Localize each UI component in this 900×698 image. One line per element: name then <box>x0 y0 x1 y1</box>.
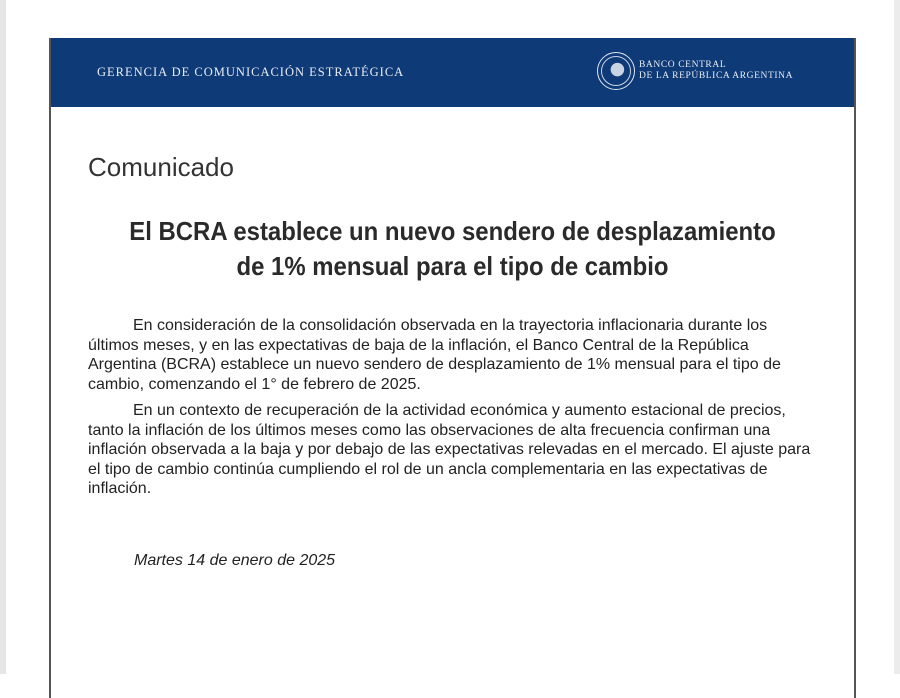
bank-name-line1: BANCO CENTRAL <box>639 60 727 70</box>
viewer-right-edge <box>894 0 900 674</box>
document-title <box>83 214 822 284</box>
bank-name <box>639 60 793 82</box>
department-name: GERENCIA DE COMUNICACIÓN ESTRATÉGICA <box>97 65 405 79</box>
document-kind: Comunicado <box>88 152 234 182</box>
paragraph: En consideración de la consolidación observada en la trayectoria inflacionaria durante los últimos meses, y en las expectativas de baja de la inflación, el Banco Central de la República Argentina (BCRA) establece un nuevo sendero de desplazamiento de 1% mensual para el tipo de cambio, comenzando el 1° de febrero de 2025. <box>88 317 781 393</box>
title-line: de 1% mensual para el tipo de cambio <box>236 251 669 281</box>
document-date: Martes 14 de enero de 2025 <box>134 552 336 569</box>
document-body <box>88 316 818 506</box>
bcra-logo <box>597 52 793 90</box>
letterhead <box>51 38 854 107</box>
bank-name-line2: DE LA REPÚBLICA ARGENTINA <box>639 71 794 81</box>
seal-icon <box>597 52 635 90</box>
title-line: El BCRA establece un nuevo sendero de desplazamiento <box>129 216 776 246</box>
paragraph: En un contexto de recuperación de la actividad económica y aumento estacional de precios, tanto la inflación de los últimos meses como las observaciones de alta frecuencia confirman una inflación observada a la baja y por debajo de las expectativas relevadas en el mercado. El ajuste para el tipo de cambio continúa cumpliendo el rol de un ancla complementaria en las expectativas de inflación. <box>88 402 811 497</box>
viewer-left-edge <box>0 0 6 674</box>
document-page <box>49 38 856 698</box>
